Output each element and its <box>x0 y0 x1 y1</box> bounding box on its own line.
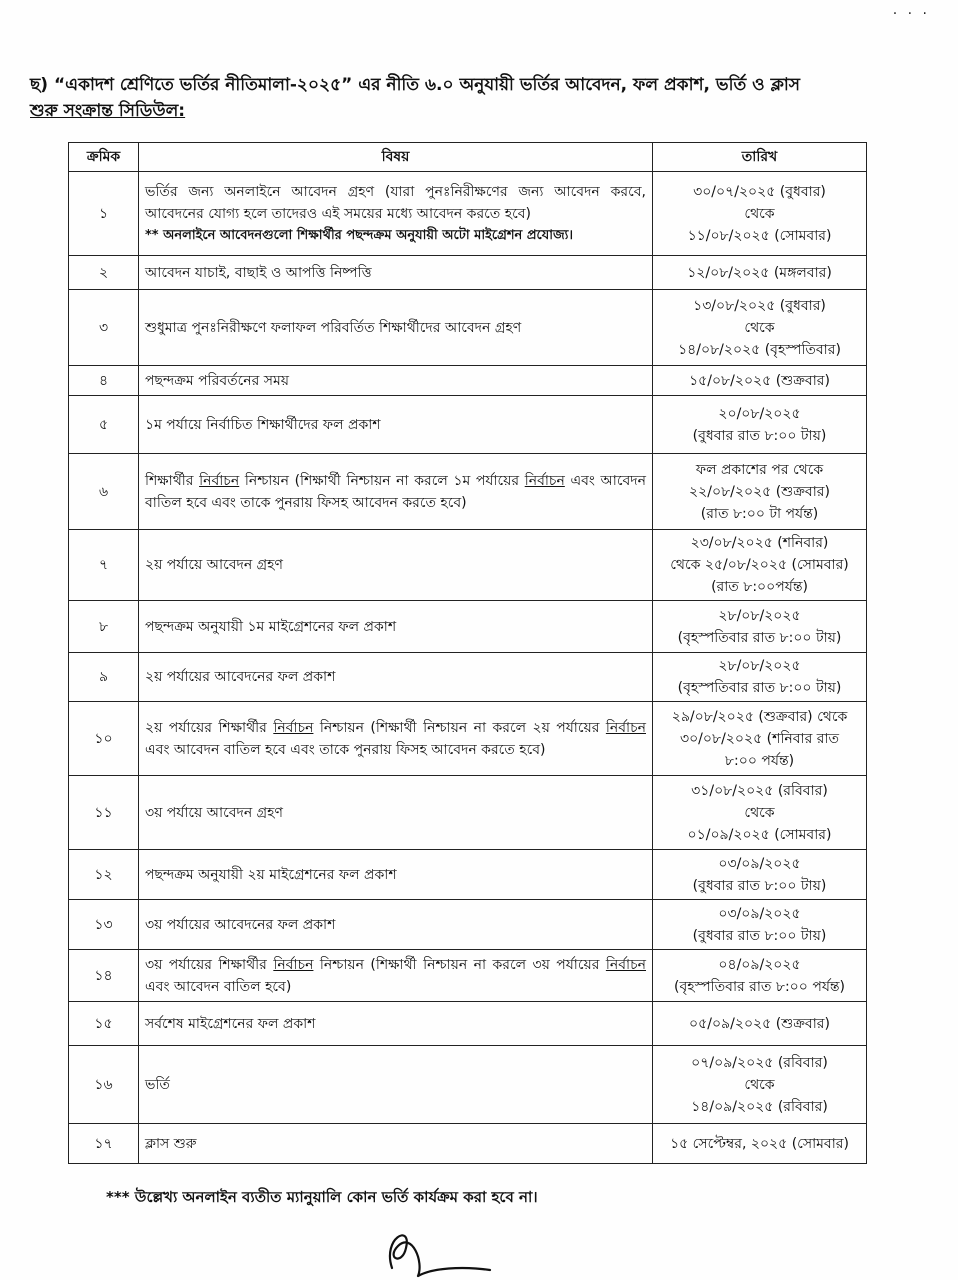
row-subject: ৩য় পর্যায়ের আবেদনের ফল প্রকাশ <box>139 900 653 950</box>
date-line: ২০/০৮/২০২৫ <box>718 405 801 422</box>
date-line: (বৃহস্পতিবার রাত ৮:০০ পর্যন্ত) <box>673 978 846 995</box>
table-row <box>69 1002 867 1046</box>
date-line: ৩০/০৭/২০২৫ (বুধবার) <box>693 183 826 200</box>
row-serial: ৯ <box>69 653 139 702</box>
row-date <box>653 850 867 900</box>
subject-underlined: নির্বাচন <box>273 719 314 736</box>
row-date <box>653 1046 867 1124</box>
row-date <box>653 530 867 601</box>
subject-underlined: নির্বাচন <box>605 956 646 973</box>
subject-underlined: নির্বাচন <box>273 956 314 973</box>
row-serial: ১০ <box>69 702 139 776</box>
header-date: তারিখ <box>653 143 867 172</box>
row-serial: ১৫ <box>69 1002 139 1046</box>
row-subject: ক্লাস শুরু <box>139 1124 653 1164</box>
date-line: থেকে <box>744 1076 775 1093</box>
row-subject: পছন্দক্রম অনুযায়ী ২য় মাইগ্রেশনের ফল প্রকাশ <box>139 850 653 900</box>
row-subject: ২য় পর্যায়ের আবেদনের ফল প্রকাশ <box>139 653 653 702</box>
table-row <box>69 256 867 290</box>
date-line: ১৪/০৯/২০২৫ (রবিবার) <box>691 1098 828 1115</box>
row-date <box>653 950 867 1002</box>
row-date <box>653 1002 867 1046</box>
table-row <box>69 396 867 454</box>
date-line: ফল প্রকাশের পর থেকে <box>695 461 824 478</box>
row-serial: ৫ <box>69 396 139 454</box>
row-date <box>653 396 867 454</box>
row-serial: ১১ <box>69 776 139 850</box>
row-serial: ২ <box>69 256 139 290</box>
subject-part: ৩য় পর্যায়ের শিক্ষার্থীর <box>145 956 274 973</box>
date-line: ৮:০০ পর্যন্ত) <box>724 752 795 769</box>
subject-part: এবং আবেদন বাতিল হবে এবং তাকে পুনরায় ফিসহ আবেদন করতে হবে) <box>145 472 646 511</box>
table-row <box>69 290 867 366</box>
table-row <box>69 530 867 601</box>
row-date <box>653 366 867 396</box>
row-serial: ১৩ <box>69 900 139 950</box>
footer-note: *** উল্লেখ্য অনলাইন ব্যতীত ম্যানুয়ালি কোন ভর্তি কার্যক্রম করা হবে না। <box>106 1188 538 1206</box>
signature-image <box>372 1218 492 1278</box>
row-serial: ১৪ <box>69 950 139 1002</box>
row-subject: ১ম পর্যায়ে নির্বাচিত শিক্ষার্থীদের ফল প্রকাশ <box>139 396 653 454</box>
date-line: ২৮/০৮/২০২৫ <box>718 607 801 624</box>
corner-marks: · · · <box>892 6 930 22</box>
table-row <box>69 1046 867 1124</box>
row-subject: পছন্দক্রম অনুযায়ী ১ম মাইগ্রেশনের ফল প্রকাশ <box>139 601 653 653</box>
row-date <box>653 702 867 776</box>
table-row <box>69 366 867 396</box>
date-line: (রাত ৮:০০পর্যন্ত) <box>711 579 808 595</box>
date-line: ১২/০৮/২০২৫ (মঙ্গলবার) <box>687 264 832 281</box>
date-line: থেকে ২৫/০৮/২০২৫ (সোমবার) <box>670 557 849 573</box>
table-row <box>69 172 867 256</box>
date-line: ১৫ সেপ্টেম্বর, ২০২৫ (সোমবার) <box>670 1135 849 1152</box>
date-line: ২৩/০৮/২০২৫ (শনিবার) <box>690 535 829 551</box>
table-row <box>69 454 867 530</box>
table-row <box>69 601 867 653</box>
subject-part: শিক্ষার্থীর <box>145 472 200 489</box>
heading-line-2: শুরু সংক্রান্ত সিডিউল: <box>30 101 186 121</box>
row-subject-text: ভর্তির জন্য অনলাইনে আবেদন গ্রহণ (যারা পুনঃনিরীক্ষণের জন্য আবেদন করবে, আবেদনের যোগ্য হলে তাদেরও এই সময়ের মধ্যে আবেদন করতে হবে) <box>145 183 646 222</box>
date-line: ২৮/০৮/২০২৫ <box>718 658 801 674</box>
subject-part: ২য় পর্যায়ের শিক্ষার্থীর <box>145 719 274 736</box>
row-serial: ৪ <box>69 366 139 396</box>
table-row <box>69 950 867 1002</box>
subject-underlined: নির্বাচন <box>524 472 565 489</box>
row-serial: ৮ <box>69 601 139 653</box>
row-subject: ৩য় পর্যায়ে আবেদন গ্রহণ <box>139 776 653 850</box>
row-date <box>653 454 867 530</box>
row-subject: সর্বশেষ মাইগ্রেশনের ফল প্রকাশ <box>139 1002 653 1046</box>
row-date <box>653 1124 867 1164</box>
row-serial: ৬ <box>69 454 139 530</box>
subject-part: নিশ্চায়ন (শিক্ষার্থী নিশ্চায়ন না করলে ২য় পর্যায়ের <box>313 719 606 736</box>
date-line: ১৪/০৮/২০২৫ (বৃহস্পতিবার) <box>678 341 841 358</box>
date-line: (রাত ৮:০০ টা পর্যন্ত) <box>700 505 819 522</box>
row-date <box>653 653 867 702</box>
table-header-row <box>69 143 867 172</box>
row-date <box>653 256 867 290</box>
row-serial: ৭ <box>69 530 139 601</box>
row-subject <box>139 950 653 1002</box>
date-line: (বৃহস্পতিবার রাত ৮:০০ টায়) <box>677 680 842 696</box>
row-date <box>653 172 867 256</box>
date-line: ০১/০৯/২০২৫ (সোমবার) <box>687 826 832 843</box>
table-row <box>69 776 867 850</box>
row-subject <box>139 454 653 530</box>
subject-part: নিশ্চায়ন (শিক্ষার্থী নিশ্চায়ন না করলে ৩য় পর্যায়ের <box>313 956 606 973</box>
row-subject-note: ** অনলাইনে আবেদনগুলো শিক্ষার্থীর পছন্দক্রম অনুযায়ী অটো মাইগ্রেশন প্রযোজ্য। <box>145 227 574 243</box>
date-line: (বুধবার রাত ৮:০০ টায়) <box>692 427 827 444</box>
table-row <box>69 1124 867 1164</box>
date-line: ১৩/০৮/২০২৫ (বুধবার) <box>693 297 826 314</box>
date-line: (বুধবার রাত ৮:০০ টায়) <box>692 877 827 894</box>
schedule-heading <box>30 72 890 124</box>
table-row <box>69 900 867 950</box>
date-line: ২৯/০৮/২০২৫ (শুক্রবার) থেকে <box>671 708 848 725</box>
row-subject: আবেদন যাচাই, বাছাই ও আপত্তি নিষ্পত্তি <box>139 256 653 290</box>
subject-part: এবং আবেদন বাতিল হবে এবং তাকে পুনরায় ফিসহ আবেদন করতে হবে) <box>145 741 546 758</box>
date-line: ১১/০৮/২০২৫ (সোমবার) <box>687 227 832 244</box>
row-date <box>653 776 867 850</box>
row-date <box>653 900 867 950</box>
date-line: ৩০/০৮/২০২৫ (শনিবার রাত <box>679 730 840 747</box>
date-line: ০৫/০৯/২০২৫ (শুক্রবার) <box>689 1015 830 1032</box>
schedule-table <box>68 142 867 1164</box>
subject-underlined: নির্বাচন <box>605 719 646 736</box>
date-line: ০৪/০৯/২০২৫ <box>718 956 801 973</box>
row-date <box>653 290 867 366</box>
row-serial: ১২ <box>69 850 139 900</box>
table-row <box>69 850 867 900</box>
date-line: ২২/০৮/২০২৫ (শুক্রবার) <box>689 483 830 500</box>
row-date <box>653 601 867 653</box>
row-serial: ১৭ <box>69 1124 139 1164</box>
header-subject: বিষয় <box>139 143 653 172</box>
date-line: ১৫/০৮/২০২৫ (শুক্রবার) <box>689 372 830 389</box>
row-subject: পছন্দক্রম পরিবর্তনের সময় <box>139 366 653 396</box>
header-serial: ক্রমিক <box>69 143 139 172</box>
row-subject <box>139 172 653 256</box>
row-subject: ২য় পর্যায়ে আবেদন গ্রহণ <box>139 530 653 601</box>
subject-part: এবং আবেদন বাতিল হবে) <box>145 978 292 995</box>
row-subject <box>139 702 653 776</box>
heading-line-1: ছ) “একাদশ শ্রেণিতে ভর্তির নীতিমালা-২০২৫” এর নীতি ৬.০ অনুযায়ী ভর্তির আবেদন, ফল প্রকাশ, ভর্তি ও ক্লাস <box>30 75 801 95</box>
row-serial: ১৬ <box>69 1046 139 1124</box>
table-row <box>69 653 867 702</box>
date-line: ০৩/০৯/২০২৫ <box>718 905 801 922</box>
date-line: (বুধবার রাত ৮:০০ টায়) <box>692 927 827 944</box>
row-serial: ৩ <box>69 290 139 366</box>
date-line: ৩১/০৮/২০২৫ (রবিবার) <box>691 782 828 799</box>
date-line: থেকে <box>744 205 775 222</box>
date-line: থেকে <box>744 804 775 821</box>
date-line: ০৭/০৯/২০২৫ (রবিবার) <box>691 1054 828 1071</box>
table-row <box>69 702 867 776</box>
row-serial: ১ <box>69 172 139 256</box>
row-subject: শুধুমাত্র পুনঃনিরীক্ষণে ফলাফল পরিবর্তিত শিক্ষার্থীদের আবেদন গ্রহণ <box>139 290 653 366</box>
row-subject: ভর্তি <box>139 1046 653 1124</box>
subject-part: নিশ্চায়ন (শিক্ষার্থী নিশ্চায়ন না করলে ১ম পর্যায়ের <box>239 472 525 489</box>
subject-underlined: নির্বাচন <box>199 472 240 489</box>
date-line: ০৩/০৯/২০২৫ <box>718 855 801 872</box>
date-line: থেকে <box>744 319 775 336</box>
date-line: (বৃহস্পতিবার রাত ৮:০০ টায়) <box>677 629 842 646</box>
